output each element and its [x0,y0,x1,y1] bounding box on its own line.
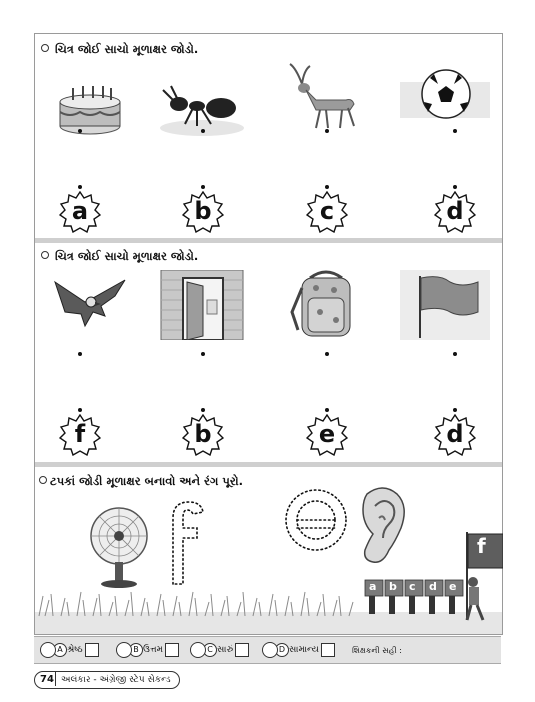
match-dot[interactable] [325,352,329,356]
smiley-icon [190,642,206,658]
football-picture [400,62,490,132]
letter-badge-f[interactable]: f [59,414,101,456]
flag-picture [400,270,490,340]
eagle-picture [45,272,135,342]
match-dot[interactable] [78,352,82,356]
ant-picture [157,74,247,144]
smiley-icon [116,642,132,658]
letter-badge-e[interactable]: e [306,414,348,456]
match-dot[interactable] [78,185,82,189]
letter-badge-b[interactable]: b [182,191,224,233]
match-dot[interactable] [78,408,82,412]
grade-d: D સામાન્ય [262,641,335,659]
letter-badge-b[interactable]: b [182,414,224,456]
smiley-icon [40,642,56,658]
cake-picture [45,74,135,144]
trace-letter-e[interactable] [283,486,353,560]
match-dot[interactable] [453,185,457,189]
table-fan-picture [85,504,155,590]
grade-a: A શ્રેષ્ઠ [40,641,99,659]
letter-badge-c[interactable]: c [306,191,348,233]
grade-b-checkbox[interactable] [165,643,179,657]
match-dot[interactable] [453,129,457,133]
bullet-icon [39,476,47,484]
match-dot[interactable] [201,129,205,133]
match-dot[interactable] [325,129,329,133]
door-picture [157,270,247,340]
match-dot[interactable] [201,185,205,189]
worksheet-frame [34,33,503,635]
teacher-signature-label: શિક્ષકની સહી : [352,646,402,655]
match-dot[interactable] [201,352,205,356]
section-2-instruction: ચિત્ર જોઈ સાચો મૂળાક્ષર જોડો. [41,249,198,264]
section-divider [35,462,502,467]
book-title: અલંકાર - અંગ્રેજી સ્ટેપ સેકન્ડ [61,675,171,685]
flag-letter-f: f [477,534,486,558]
section-divider [35,238,502,243]
ear-picture [353,484,409,570]
grading-strip [34,636,501,664]
school-bag-picture [280,268,370,338]
bullet-icon [41,44,49,52]
trace-letter-f[interactable] [155,496,215,590]
parade-letters: a b c d e [369,580,457,593]
match-dot[interactable] [78,129,82,133]
match-dot[interactable] [325,408,329,412]
match-dot[interactable] [201,408,205,412]
grade-a-checkbox[interactable] [85,643,99,657]
letter-badge-d[interactable]: d [434,414,476,456]
bullet-icon [41,251,49,259]
page-number-pill [34,671,180,689]
section-1-instruction: ચિત્ર જોઈ સાચો મૂળાક્ષર જોડો. [41,42,198,57]
grade-d-checkbox[interactable] [321,643,335,657]
letter-badge-d[interactable]: d [434,191,476,233]
deer-picture [280,62,370,132]
grade-c: C સારું [190,641,249,659]
grade-b: B ઉત્તમ [116,641,179,659]
page-number: 74 [39,672,56,686]
section-3-instruction: ટપકાં જોડી મૂળાક્ષર બનાવો અને રંગ પૂરો. [39,474,243,489]
letter-badge-a[interactable]: a [59,191,101,233]
smiley-icon [262,642,278,658]
grade-c-checkbox[interactable] [235,643,249,657]
match-dot[interactable] [453,352,457,356]
match-dot[interactable] [325,185,329,189]
match-dot[interactable] [453,408,457,412]
